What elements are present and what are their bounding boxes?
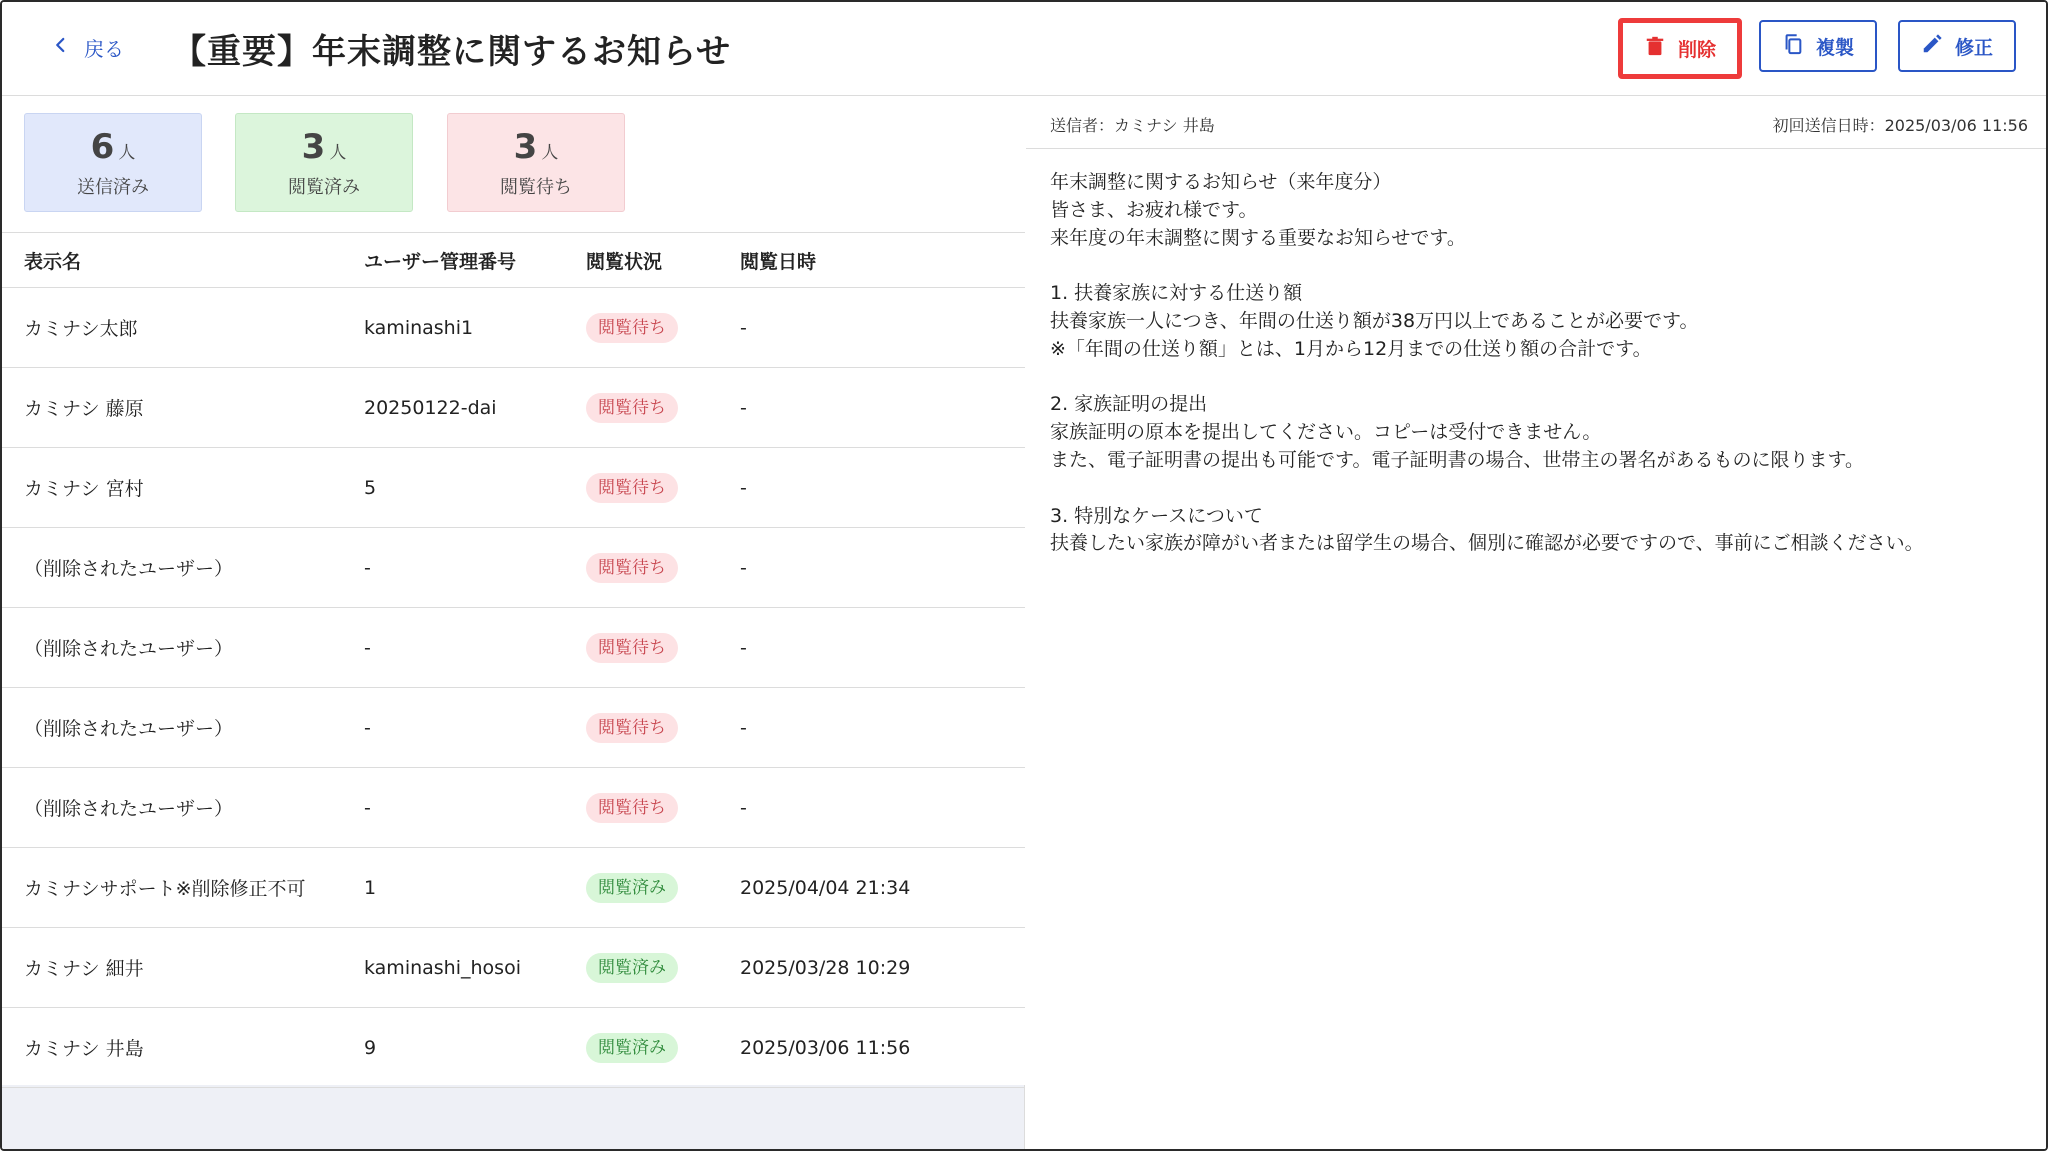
status-badge: 閲覧待ち	[586, 393, 678, 423]
sent-label: 送信済み	[77, 176, 149, 198]
table-row	[2, 608, 1025, 688]
message-meta	[1026, 97, 2048, 149]
waiting-unit: 人	[541, 142, 559, 163]
row-date: -	[740, 556, 747, 579]
first-sent-date: 初回送信日時：2025/03/06 11:56	[1772, 116, 2028, 135]
message-body: 年末調整に関するお知らせ（来年度分） 皆さま、お疲れ様です。 来年度の年末調整に関する重要なお知らせです。 1. 扶養家族に対する仕送り額 扶養家族一人につき、年間の仕送り額が38万円以上であることが必要です。 ※「年間の仕送り額」とは、1月から12月までの仕送り額の合計です。 2. 家族証明の提出 家族証明の原本を提出してください。コピーは受付できません。 また、電子証明書の提出も可能です。電子証明書の場合、世帯主の署名があるものに限ります。 3. 特別なケースについて 扶養したい家族が障がい者または留学生の場合、個別に確認が必要ですので、事前にご相談ください。	[1050, 171, 1924, 555]
table-row	[2, 848, 1025, 928]
row-user-id: kaminashi_hosoi	[364, 956, 521, 979]
pencil-icon	[1921, 33, 1943, 60]
status-badge: 閲覧済み	[586, 1033, 678, 1063]
row-name: カミナシ 藤原	[24, 398, 144, 420]
row-date: -	[740, 476, 747, 499]
waiting-label: 閲覧待ち	[500, 176, 572, 198]
read-count: 3	[301, 126, 326, 167]
row-name: （削除されたユーザー）	[24, 638, 234, 660]
table-row	[2, 288, 1025, 368]
row-name: カミナシ 宮村	[24, 478, 144, 500]
stat-card-read	[235, 113, 413, 212]
row-user-id: kaminashi1	[364, 316, 474, 339]
table-row	[2, 688, 1025, 768]
recipients-pane	[2, 97, 1025, 1151]
message-pane	[1026, 97, 2048, 1151]
back-button[interactable]	[52, 30, 124, 64]
row-date: 2025/04/04 21:34	[740, 876, 911, 899]
waiting-count: 3	[513, 126, 538, 167]
recipients-content	[2, 97, 1025, 1085]
row-date: -	[740, 396, 747, 419]
edit-label: 修正	[1954, 36, 1993, 59]
row-date: 2025/03/28 10:29	[740, 956, 911, 979]
read-label: 閲覧済み	[288, 176, 360, 198]
row-user-id: -	[364, 716, 371, 739]
row-date: -	[740, 636, 747, 659]
row-user-id: 9	[364, 1036, 377, 1059]
header-user-id: ユーザー管理番号	[364, 250, 517, 273]
status-badge: 閲覧済み	[586, 953, 678, 983]
row-user-id: -	[364, 556, 371, 579]
delete-button[interactable]	[1618, 18, 1742, 79]
row-name: カミナシ 井島	[24, 1038, 144, 1060]
status-badge: 閲覧待ち	[586, 473, 678, 503]
row-name: カミナシ 細井	[24, 958, 144, 980]
edit-button[interactable]	[1898, 20, 2016, 72]
sent-unit: 人	[118, 142, 136, 163]
row-name: （削除されたユーザー）	[24, 558, 234, 580]
table-row	[2, 928, 1025, 1008]
table-row	[2, 368, 1025, 448]
row-name: カミナシ太郎	[24, 318, 138, 340]
copy-button[interactable]	[1759, 20, 1877, 72]
sender-info: 送信者：カミナシ 井島	[1050, 116, 1215, 135]
row-date: -	[740, 796, 747, 819]
status-badge: 閲覧待ち	[586, 633, 678, 663]
sent-count: 6	[90, 126, 115, 167]
delete-label: 削除	[1677, 39, 1716, 61]
table-row	[2, 768, 1025, 848]
recipients-table	[2, 232, 1025, 1088]
row-name: カミナシサポート※削除修正不可	[24, 878, 306, 900]
row-user-id: 5	[364, 476, 377, 499]
status-badge: 閲覧待ち	[586, 713, 678, 743]
row-name: （削除されたユーザー）	[24, 718, 234, 740]
back-label: 戻る	[84, 36, 124, 61]
status-badge: 閲覧待ち	[586, 793, 678, 823]
page-header	[2, 2, 2046, 96]
trash-icon	[1644, 35, 1666, 62]
copy-icon	[1782, 33, 1804, 60]
table-row	[2, 448, 1025, 528]
row-user-id: 20250122-dai	[364, 396, 497, 419]
row-user-id: -	[364, 636, 371, 659]
page-title: 【重要】年末調整に関するお知らせ	[172, 32, 731, 72]
row-date: -	[740, 316, 747, 339]
row-date: 2025/03/06 11:56	[740, 1036, 911, 1059]
status-badge: 閲覧待ち	[586, 313, 678, 343]
row-user-id: -	[364, 796, 371, 819]
stat-card-waiting	[447, 113, 625, 212]
status-badge: 閲覧済み	[586, 873, 678, 903]
copy-label: 複製	[1815, 36, 1854, 59]
table-row	[2, 528, 1025, 608]
table-header	[2, 232, 1025, 288]
row-name: （削除されたユーザー）	[24, 798, 234, 820]
status-badge: 閲覧待ち	[586, 553, 678, 583]
stat-card-sent	[24, 113, 202, 212]
header-name: 表示名	[24, 250, 82, 273]
read-unit: 人	[329, 142, 347, 163]
header-date: 閲覧日時	[740, 250, 817, 273]
header-status: 閲覧状況	[586, 250, 663, 273]
row-date: -	[740, 716, 747, 739]
table-row	[2, 1008, 1025, 1088]
row-user-id: 1	[364, 876, 377, 899]
chevron-left-icon	[52, 35, 70, 59]
